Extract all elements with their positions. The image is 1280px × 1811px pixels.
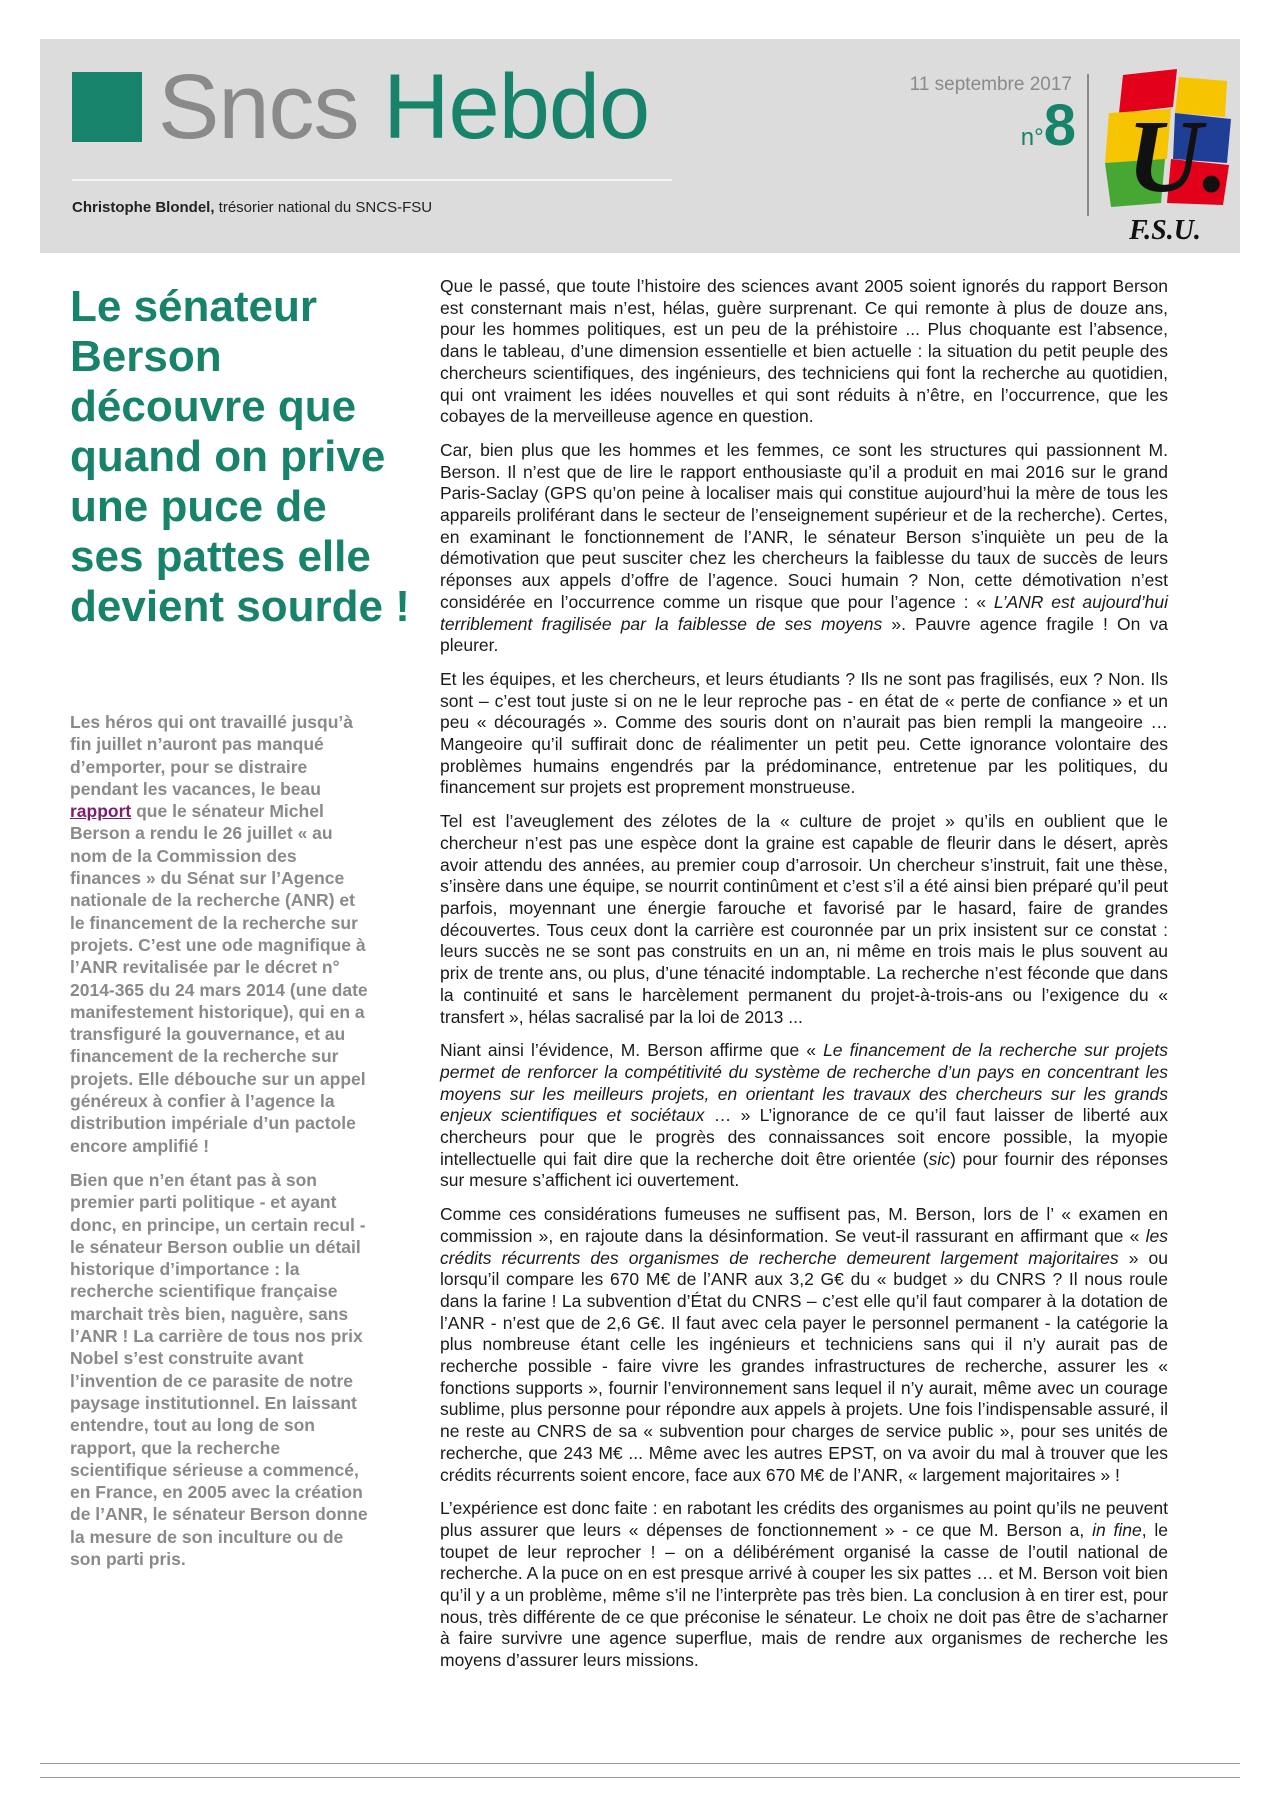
body-paragraph: Tel est l’aveuglement des zélotes de la « culture de projet » qu’ils en oublient que le chercheur n’est pas une espèce dont la graine est capable de fleurir dans le désert, après avoir attendu des années, au premier coup d’arrosoir. Un chercheur s’instruit, fait une thèse, s’insère dans une équipe, se nourrit continûment et c’est s’il a été ainsi bien préparé qu’il peut parfois, moyennant une énergie farouche et favorisé par le hasard, faire de grandes découvertes. Tous ceux dont la carrière est couronnée par un prix insistent sur ce constat : leurs succès ne se sont pas construits en un an, ni même en trois mais le plus souvent au prix de trente ans, ou plus, d’une ténacité indomptable. La recherche n’est féconde que dans la continuité et sans le harcèlement permanent du projet-à-trois-ans ou l’exigence du « transfert », hélas sacralisé par la loi de 2013 ... (440, 811, 1168, 1027)
body-quote: les crédits récurrents des organismes de recherche demeurent largement majoritaires (440, 1225, 1168, 1268)
sidebar-text: que le sénateur Michel Berson a rendu le 26 juillet « au nom de la Commission des finances » du Sénat sur l’Agence nationale de la recherche (ANR) et le financement de la recherche sur projets. C’est une ode magnifique à l’ANR revitalisée par le décret n° 2014-365 du 24 mars 2014 (une date manifestement historique), qui en a transfiguré la gouvernance, et au financement de la recherche sur projets. Elle débouche sur un appel généreux à confier à l’agence la distribution impériale d’un pactole encore amplifié ! (70, 801, 368, 1156)
header-vertical-rule (1087, 74, 1089, 216)
body-sic: sic (928, 1148, 950, 1169)
fsu-logo-letter: U. (1127, 99, 1229, 214)
body-quote: Le financement de la recherche sur projets permet de renforcer la compétitivité du système de recherche d’un pays en concentrant les moyens sur les meilleurs projets, en orientant les travaux des chercheurs sur les grands enjeux scientifiques et sociétaux (440, 1040, 1169, 1126)
main-column (440, 276, 1168, 1684)
footer-rule-top (40, 1763, 1240, 1764)
masthead-title (158, 57, 649, 157)
sidebar-paragraph (70, 711, 370, 1157)
body-text: » ou lorsqu’il compare les 670 M€ de l’ANR aux 3,2 G€ du « budget » du CNRS ? Il nous roule dans la farine ! La subvention d’État du CNRS – c’est elle qu’il faut comparer à la dotation de l’ANR - n’est que de 2,6 G€. Il faut avec cela payer le personnel permanent - la catégorie la plus nombreuse étant celle les ingénieurs et techniciens sans qui il n’y aurait pas de recherche possible - faire vivre les grandes infrastructures de recherche, assurer les « fonctions supports », fournir l’environnement sans lequel il n’y aurait, même avec un courage sublime, plus personne pour répondre aux appels à projets. Une fois l’indispensable assuré, il ne reste au CNRS de sa « subvention pour charges de service public », pour ses unités de recherche, que 243 M€ ... Même avec les autres EPST, on va avoir du mal à trouver que les crédits récurrents soient encore, face aux 670 M€ de l’ANR, « largement majoritaires » ! (440, 1247, 1168, 1485)
sidebar-paragraph: Bien que n’en étant pas à son premier parti politique - et ayant donc, en principe, un certain recul - le sénateur Berson oublie un détail historique d’importance : la recherche scientifique française marchait très bien, naguère, sans l’ANR ! La carrière de tous nos prix Nobel s’est construite avant l’invention de ce parasite de notre paysage institutionnel. En laissant entendre, tout au long de son rapport, que la recherche scientifique sérieuse a commencé, en France, en 2005 avec la création de l’ANR, le sénateur Berson donne la mesure de son inculture ou de son parti pris. (70, 1169, 368, 1569)
body-paragraph: Que le passé, que toute l’histoire des sciences avant 2005 soient ignorés du rapport Berson est consternant mais n’est, hélas, guère surprenant. Ce qui remonte à plus de douze ans, pour les hommes politiques, est un peu de la préhistoire ... Plus choquante est l’absence, dans le tableau, d’une dimension essentielle et bien actuelle : la situation du petit peuple des chercheurs scientifiques, des ingénieurs, des techniciens qui font la recherche au quotidien, qui ont vraiment les idées nouvelles et qui sont réduits à n’être, en l’occurrence, que les cobayes de la merveilleuse agence en question. (440, 276, 1168, 427)
body-paragraph: Et les équipes, et les chercheurs, et leurs étudiants ? Ils ne sont pas fragilisés, eux ? Non. Ils sont – c’est tout juste si on ne le leur reproche pas - en état de « perte de confiance » et un peu « découragés ». Comme des souris dont on n’aurait pas bien rempli la mangeoire … Mangeoire qu’il suffirait donc de réalimenter un petit peu. Cette ignorance volontaire des problèmes humains engendrés par la prédominance, entretenue par les politiques, du financement sur projets est proprement monstrueuse. (440, 668, 1168, 798)
body-text: , le toupet de leur reprocher ! – on a délibérément organisé la casse de l’outil national de recherche. A la puce on en est presque arrivé à couper les six pattes … et M. Berson voit bien qu’il y a un problème, même s’il ne l’interprète pas très bien. La conclusion à en tirer est, pour nous, très différente de ce que préconise le sénateur. Le choix ne doit pas être de s’acharner à faire survivre une agence superflue, mais de rendre aux organismes de recherche les moyens d’assurer leurs missions. (440, 1519, 1168, 1671)
body-paragraph (440, 1040, 1168, 1192)
body-paragraph (440, 440, 1168, 657)
article-title: Le sénateur Berson découvre que quand on prive une puce de ses pattes elle devient sourde ! (70, 282, 410, 631)
body-emphasis: in fine (1092, 1519, 1142, 1540)
rapport-link[interactable]: rapport (70, 801, 132, 822)
body-text: L’expérience est donc faite : en rabotant les crédits des organismes au point qu’ils ne peuvent plus assurer que leurs « dépenses de fonctionnement » - ce que M. Berson a, (440, 1498, 1168, 1540)
masthead-word-sncs: Sncs (158, 56, 359, 158)
body-text: Comme ces considérations fumeuses ne suffisent pas, M. Berson, lors de l’ « examen en commission », en rajoute dans la désinformation. Se veut-il rassurant en affirmant que « (440, 1204, 1168, 1246)
masthead-word-hebdo: Hebdo (383, 56, 650, 158)
author-name: Christophe Blondel, (72, 199, 215, 216)
issue-number (940, 95, 1076, 157)
footer-rule-bottom (40, 1777, 1240, 1778)
body-paragraph (440, 1204, 1168, 1486)
sidebar-text: Les héros qui ont travaillé jusqu’à fin juillet n’auront pas manqué d’emporter, pour se distraire pendant les vacances, le beau (70, 712, 353, 799)
issue-date: 11 septembre 2017 (909, 74, 1072, 95)
author-line (72, 199, 432, 216)
body-text: … » L’ignorance de ce qu’il faut laisser de liberté aux chercheurs pour que le progrès des connaissances soit encore possible, la myopie intellectuelle qui fait dire que la recherche doit être orientée ( (440, 1105, 1168, 1169)
author-role: trésorier national du SNCS-FSU (214, 199, 433, 216)
fsu-logo-caption: F.S.U. (1129, 215, 1201, 246)
brand-square (72, 72, 142, 142)
header-rule (72, 179, 672, 181)
body-text: Niant ainsi l’évidence, M. Berson affirme que « (440, 1040, 824, 1061)
fsu-logo (1095, 67, 1235, 247)
body-text: ) pour fournir des réponses sur mesure s’affichent ici ouvertement. (440, 1148, 1168, 1191)
body-paragraph (440, 1498, 1168, 1672)
header-banner (40, 39, 1240, 253)
issue-number-value: 8 (1043, 93, 1076, 158)
body-text: Car, bien plus que les hommes et les femmes, ce sont les structures qui passionnent M. Berson. Il n’est que de lire le rapport enthousiaste qu’il a produit en mai 2016 sur le grand Paris-Saclay (GPS qu’on peine à localiser mais qui constitue aujourd’hui la mère de tous les appareils proliférant dans le secteur de l’enseignement supérieur et de la recherche). Certes, en examinant le fonctionnement de l’ANR, le sénateur Berson s’inquiète un peu de la démotivation que peut susciter chez les chercheurs la faiblesse du taux de succès de leurs réponses aux appels d’offre de l’agence. Souci humain ? Non, cette démotivation n’est considérée en l’occurrence comme un risque que pour l’agence : « (440, 439, 1168, 612)
body-text: ». Pauvre agence fragile ! On va pleurer. (440, 613, 1169, 656)
body-quote: L’ANR est aujourd’hui terriblement fragilisée par la faiblesse de ses moyens (440, 591, 1168, 634)
sidebar-column (70, 711, 370, 1582)
issue-prefix: n° (1020, 124, 1044, 151)
